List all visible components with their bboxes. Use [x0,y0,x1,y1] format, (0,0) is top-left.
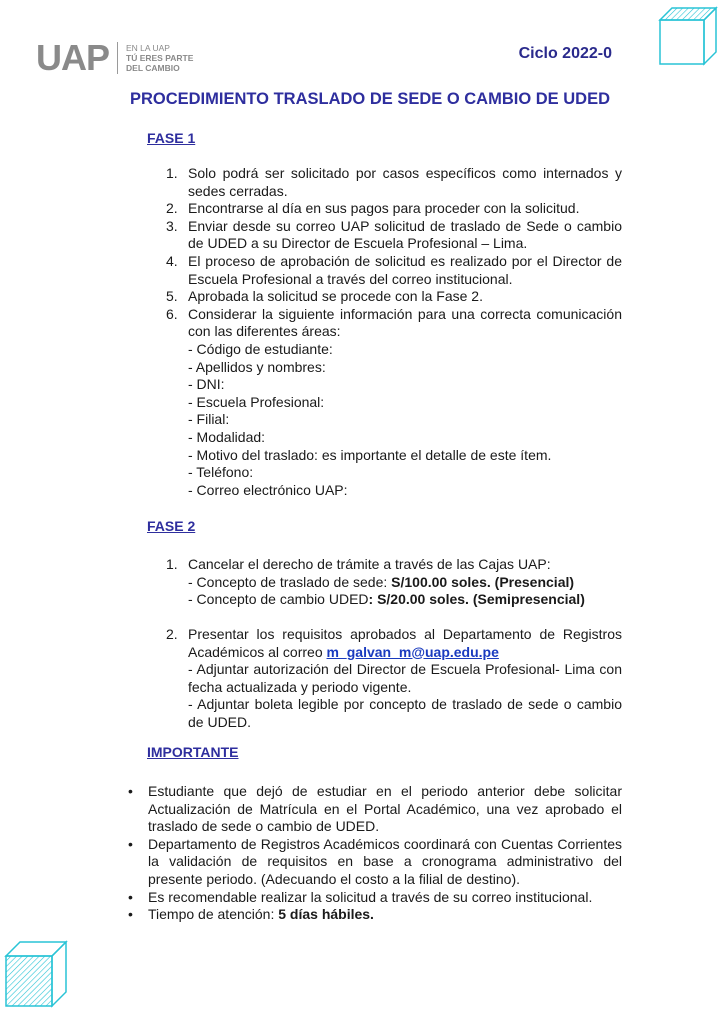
list-item: • Tiempo de atención: 5 días hábiles. [128,906,374,923]
list-item: • Estudiante que dejó de estudiar en el periodo anterior debe solicitar Actualización de Matrícula en el Portal Académico, una vez aprobado el traslado de sede o cambio de UDED. [128,783,622,835]
list-item: 2. Encontrarse al día en sus pagos para proceder con la solicitud. [166,200,580,217]
fase2-list [166,556,622,609]
field-code: - Código de estudiante: [188,340,333,357]
field-names: - Apellidos y nombres: [188,358,326,375]
field-modality: - Modalidad: [188,428,266,445]
decorative-cube-icon [4,940,70,1010]
list-item: 5. Aprobada la solicitud se procede con la Fase 2. [166,288,483,305]
requirement-2: - Adjuntar boleta legible por concepto de traslado de sede o cambio de UDED. [188,696,622,730]
fase1-list [166,165,622,499]
list-item: 4. El proceso de aprobación de solicitud es realizado por el Director de Escuela Profesional a través del correo institucional. [166,252,622,287]
field-branch: - Filial: [188,411,230,428]
importante-heading: IMPORTANTE [147,744,239,760]
field-reason: - Motivo del traslado: es importante el detalle de este ítem. [188,446,552,463]
list-item: 2. Presentar los requisitos aprobados al Departamento de Registros Académicos al correo m_galvan_m@uap.edu.pe - Adjuntar autorización del Director de Escuela Profesional- Lima con fecha actualizada y periodo vigente. - Adjuntar boleta legible por concepto de traslado de sede o cambio de UDED. [166,626,622,730]
field-email: - Correo electrónico UAP: [188,481,348,498]
fee-uded: - Concepto de cambio UDED: S/20.00 soles. (Semipresencial) [188,591,585,608]
fase1-heading: FASE 1 [147,130,196,146]
logo-divider [117,42,118,74]
requirement-1: - Adjuntar autorización del Director de Escuela Profesional- Lima con fecha actualizada y periodo vigente. [188,661,622,695]
list-item: • Es recomendable realizar la solicitud a través de su correo institucional. [128,888,593,905]
fee-traslado: - Concepto de traslado de sede: S/100.00 soles. (Presencial) [188,573,575,590]
list-item: • Departamento de Registros Académicos coordinará con Cuentas Corrientes la validación de requisitos en base a cronograma administrativo del presente periodo. (Adecuando el costo a la filial de destino). [128,835,622,887]
list-item: 1. Cancelar el derecho de trámite a través de las Cajas UAP: - Concepto de traslado de sede: S/100.00 soles. (Presencial) - Concepto de cambio UDED: S/20.00 soles. (Semipresencial) [166,556,622,609]
list-item: 6. Considerar la siguiente información para una correcta comunicación con las diferentes áreas: - Código de estudiante: - Apellidos y nombres: - DNI: - Escuela Profesional: - Filial: - Modalidad: - Motivo del traslado: es importante el detalle de este ítem. - Teléfono: - Correo electrónico UAP: [166,305,622,498]
importante-list [124,783,622,924]
cycle-label: Ciclo 2022-0 [518,45,612,62]
list-item: 3. Enviar desde su correo UAP solicitud de traslado de Sede o cambio de UDED a su Director de Escuela Profesional – Lima. [166,217,622,252]
list-item: 1. Solo podrá ser solicitado por casos específicos como internados y sedes cerradas. [166,165,622,199]
fase2-list-2 [166,626,622,732]
document-title: PROCEDIMIENTO TRASLADO DE SEDE O CAMBIO DE UDED [129,90,611,108]
field-phone: - Teléfono: [188,464,254,481]
decorative-cube-icon [658,4,720,66]
fase2-heading: FASE 2 [147,518,196,534]
uap-logo [36,37,194,78]
email-link[interactable]: m_galvan_m@uap.edu.pe [326,643,499,660]
logo-wordmark: UAP [36,37,110,78]
field-dni: - DNI: [188,376,225,393]
field-school: - Escuela Profesional: [188,393,325,410]
logo-tagline: EN LA UAP TÚ ERES PARTE DEL CAMBIO [126,43,194,73]
